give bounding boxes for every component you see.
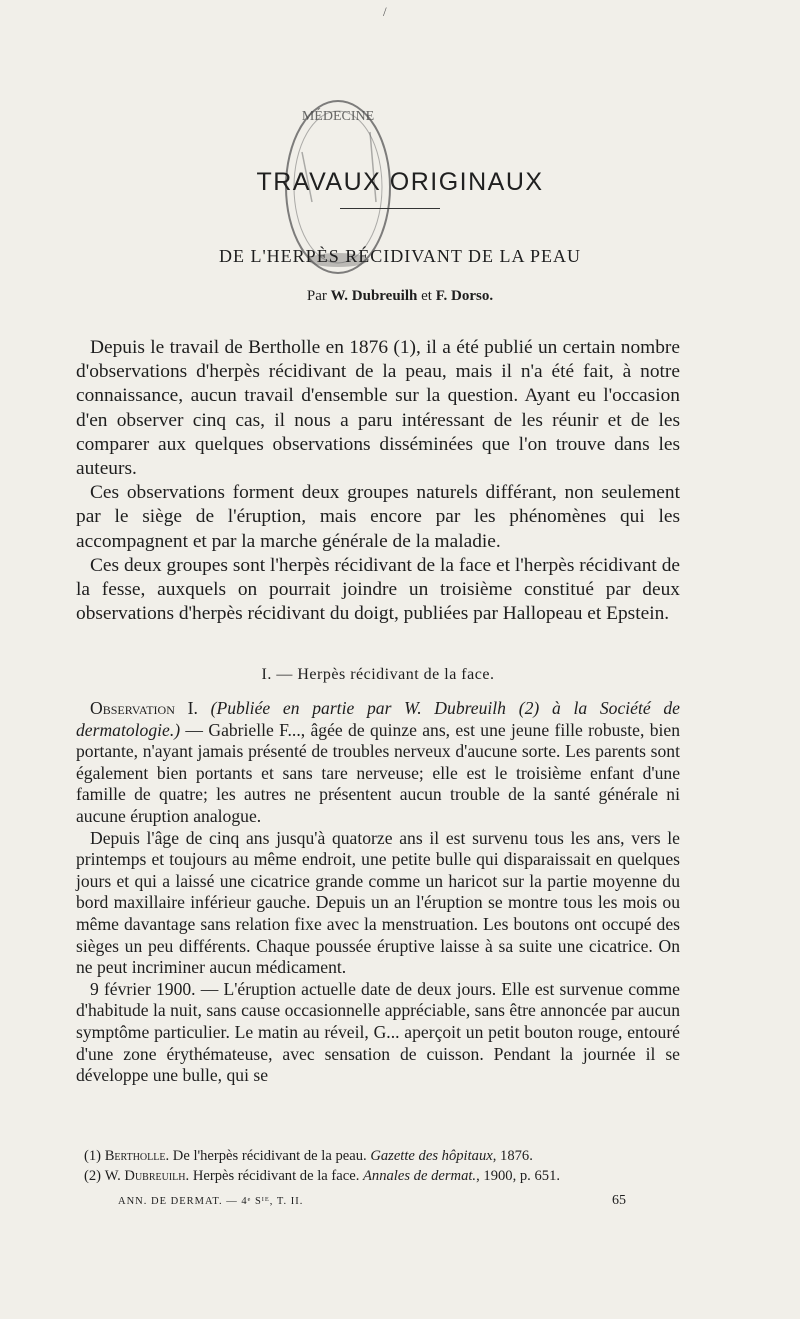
byline-conj: et bbox=[421, 288, 432, 304]
footnote-author: Bertholle. bbox=[104, 1148, 170, 1164]
footnote-author: W. Dubreuilh. bbox=[104, 1168, 190, 1184]
intro-paragraph: Ces deux groupes sont l'herpès récidivant de la face et l'herpès récidivant de la fesse, auxquels on pourrait joindre un troisième constitué par deux observations d'herpès récidivant du doigt, publiées par Hallopeau et Epstein. bbox=[76, 554, 680, 625]
observation-text: — Gabrielle F..., âgée de quinze ans, est une jeune fille robuste, bien portante, n'ayant jamais présenté de troubles nerveux d'aucune sorte. Les parents sont également bien portants et sans tare nerveuse; elle est le troisième enfant d'une famille de quatre; les autres ne présentent aucun trouble de la santé générale ni aucune éruption analogue. bbox=[76, 719, 680, 826]
footnote-tail: , 1876. bbox=[492, 1148, 533, 1164]
byline-prefix: Par bbox=[306, 288, 327, 304]
footnote-text: Herpès récidivant de la face. bbox=[189, 1168, 363, 1184]
footnote-number: (1) bbox=[84, 1148, 102, 1164]
byline bbox=[0, 288, 800, 305]
page-number: 65 bbox=[612, 1193, 626, 1208]
top-mark: / bbox=[383, 4, 387, 19]
observation-opening bbox=[76, 698, 680, 828]
observation-paragraph: 9 février 1900. — L'éruption actuelle date de deux jours. Elle est survenue comme d'habitude la nuit, sans cause occasionnelle appréciable, sans être annoncée par aucun symptôme particulier. Le matin au réveil, G... aperçoit un petit bouton rouge, entouré d'une zone érythémateuse, avec sensation de cuisson. Pendant la journée il se développe une bulle, qui se bbox=[76, 978, 680, 1086]
observation-note: (Publiée en partie par W. Dubreuilh (2) à la Société de dermatologie.) bbox=[76, 698, 680, 740]
footnote-journal: Annales de dermat. bbox=[363, 1168, 477, 1184]
observation-paragraph: Depuis l'âge de cinq ans jusqu'à quatorze ans il est survenu tous les ans, vers le printemps et toujours au même endroit, une petite bulle qui disparaissait en quelques jours et qui a laissé une cicatrice grande comme un haricot sur la partie moyenne du bord maxillaire inférieur gauche. Depuis un an l'éruption se montre tous les mois ou même davantage sans relation fixe avec la menstruation. Les boutons ont occupé des sièges un peu différents. Chaque poussée éruptive laisse à sa suite une cicatrice. On ne peut incriminer aucun médicament. bbox=[76, 827, 680, 978]
footnote-1 bbox=[76, 1146, 680, 1166]
introduction bbox=[76, 336, 680, 626]
author-2: F. Dorso. bbox=[435, 288, 494, 304]
running-footer: ANN. DE DERMAT. — 4ᵉ Sᴵᴱ, T. II. bbox=[118, 1196, 304, 1207]
footnote-2 bbox=[76, 1166, 680, 1186]
stamp-text: MÉDECINE bbox=[301, 109, 375, 124]
footnote-text: De l'herpès récidivant de la peau. bbox=[169, 1148, 371, 1164]
footnote-tail: , 1900, p. 651. bbox=[476, 1168, 561, 1184]
article-title: DE L'HERPÈS RÉCIDIVANT DE LA PEAU bbox=[218, 246, 582, 266]
observation-1 bbox=[76, 698, 680, 1087]
footnotes bbox=[76, 1146, 680, 1186]
author-1: W. Dubreuilh bbox=[330, 288, 418, 304]
part-heading: I. — Herpès récidivant de la face. bbox=[261, 666, 495, 683]
observation-label: Observation I. bbox=[90, 698, 198, 718]
footnote-journal: Gazette des hôpitaux bbox=[370, 1148, 493, 1164]
section-title: TRAVAUX ORIGINAUX bbox=[256, 168, 544, 196]
footnote-number: (2) bbox=[84, 1168, 102, 1184]
intro-paragraph: Ces observations forment deux groupes naturels différant, non seulement par le siège de l'éruption, mais encore par les phénomènes qui les accompagnent et par la marche générale de la maladie. bbox=[76, 482, 680, 552]
intro-paragraph: Depuis le travail de Bertholle en 1876 (1), il a été publié un certain nombre d'observations d'herpès récidivant de la peau, mais il n'a été fait, à notre connaissance, aucun travail d'ensemble sur la question. Ayant eu l'occasion d'en observer cinq cas, il nous a paru intéressant de les réunir et de les comparer aux quelques observations disséminées que l'on trouve dans les auteurs. bbox=[76, 337, 680, 480]
title-divider bbox=[340, 208, 440, 209]
